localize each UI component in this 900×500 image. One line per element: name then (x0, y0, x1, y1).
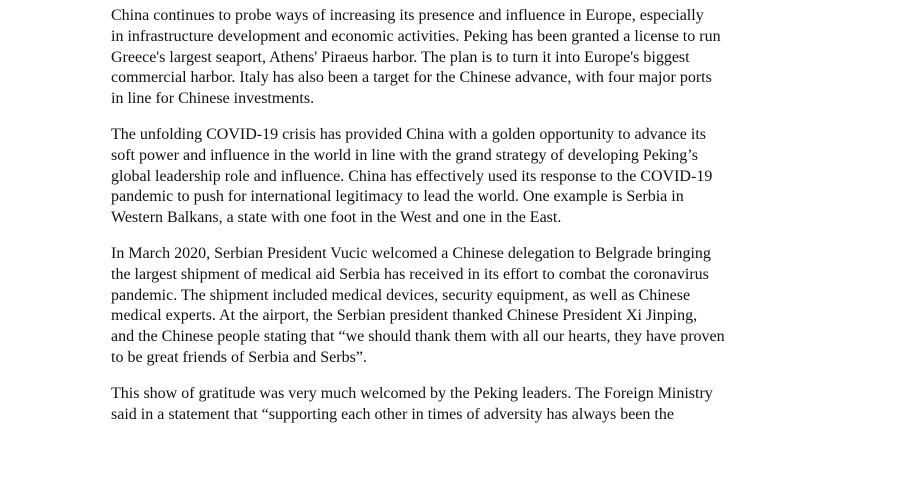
paragraph-line: in line for Chinese investments. (111, 90, 315, 108)
paragraph-line: in infrastructure development and economic activities. Peking has been granted a license to run (111, 27, 721, 45)
paragraph-line: commercial harbor. Italy has also been a target for the Chinese advance, with four major ports (111, 69, 712, 87)
paragraph-line: In March 2020, Serbian President Vucic welcomed a Chinese delegation to Belgrade bringing (111, 244, 711, 262)
document-body (111, 6, 793, 440)
paragraph-line: China continues to probe ways of increasing its presence and influence in Europe, especially (111, 7, 704, 24)
paragraph-line: and the Chinese people stating that “we should thank them with all our hearts, they have proven (111, 328, 725, 346)
paragraph-line: The unfolding COVID-19 crisis has provided China with a golden opportunity to advance its (111, 125, 707, 143)
paragraph-line: to be great friends of Serbia and Serbs”. (111, 348, 367, 366)
paragraph-line: pandemic. The shipment included medical devices, security equipment, as well as Chinese (111, 286, 691, 304)
paragraph-line: global leadership role and influence. China has effectively used its response to the COVID-19 (111, 167, 713, 185)
paragraph-china-europe-presence (111, 6, 793, 110)
paragraph-line: the largest shipment of medical aid Serbia has received in its effort to combat the coronavirus (111, 265, 709, 283)
paragraph-line: Greece's largest seaport, Athens' Piraeus harbor. The plan is to turn it into Europe's biggest (111, 48, 690, 66)
paragraph-gratitude-foreign-ministry (111, 384, 793, 426)
paragraph-line: This show of gratitude was very much welcomed by the Peking leaders. The Foreign Ministry (111, 384, 713, 402)
paragraph-line: medical experts. At the airport, the Serbian president thanked Chinese President Xi Jinping, (111, 307, 698, 325)
paragraph-line: said in a statement that “supporting each other in times of adversity has always been the (111, 405, 674, 423)
paragraph-line: soft power and influence in the world in line with the grand strategy of developing Peking’s (111, 146, 698, 164)
paragraph-serbia-medical-aid (111, 244, 793, 369)
paragraph-covid-soft-power (111, 125, 793, 229)
paragraph-line: Western Balkans, a state with one foot in the West and one in the East. (111, 209, 562, 227)
paragraph-line: pandemic to push for international legitimacy to lead the world. One example is Serbia in (111, 188, 684, 206)
